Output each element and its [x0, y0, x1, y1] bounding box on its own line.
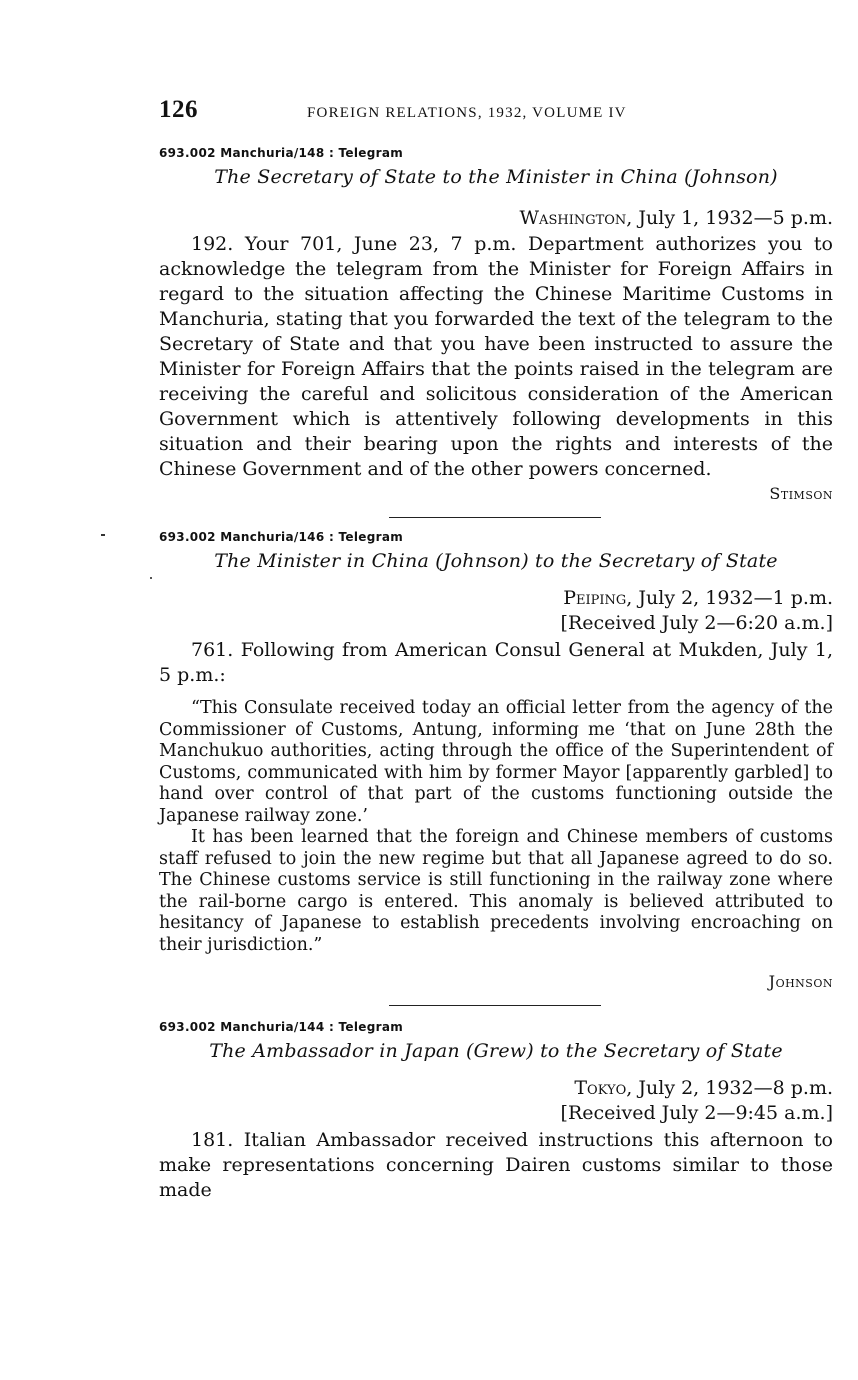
telegram-body: 192. Your 701, June 23, 7 p.m. Department authorizes you to acknowledge the telegram from the Minister for Foreign Affairs in regard to the situation affecting the Chinese Maritime Customs in Manchuria, stating that you forwarded the text of the telegram to the Secretary of State and that you have been instructed to assure the Minister for Foreign Affairs that the points raised in the telegram are receiving the careful and solicitous consideration of the American Government which is attentively following developments in this situation and their bearing upon the rights and interests of the Chinese Government and of the other powers concerned. — [159, 233, 833, 480]
dateline-place: Tokyo, — [574, 1077, 633, 1099]
received-line: [Received July 2—9:45 a.m.] — [560, 1102, 833, 1124]
telegram-body: 761. Following from American Consul General at Mukden, July 1, 5 p.m.: — [159, 639, 833, 686]
document-telegram-144 — [159, 1020, 833, 1203]
document-page — [159, 96, 833, 1203]
stray-mark — [150, 577, 152, 579]
quoted-paragraph: It has been learned that the foreign and Chinese members of customs staff refused to join the new regime but that all Japanese agreed to do so. The Chinese customs service is still functioning in the railway zone where the rail-borne cargo is entered. This anomaly is believed attributed to hesitancy of Japanese to establish precedents involving encroaching on their jurisdiction.” — [159, 827, 833, 955]
document-telegram-148 — [159, 146, 833, 503]
document-title: The Ambassador in Japan (Grew) to the Secretary of State — [209, 1040, 783, 1062]
page-header — [159, 96, 833, 132]
quoted-paragraph: “This Consulate received today an official letter from the agency of the Commissioner of Customs, Antung, informing me ‘that on June 28th the Manchukuo authorities, acting through the office of the Superintendent of Customs, communicated with him by former Mayor [apparently garbled] to hand over control of that part of the customs functioning outside the Japanese railway zone.’ — [159, 698, 833, 826]
file-reference: 693.002 Manchuria/144 : Telegram — [159, 1020, 404, 1034]
section-divider — [389, 1005, 601, 1006]
section-divider — [389, 517, 601, 518]
signature: Stimson — [769, 484, 833, 503]
document-telegram-146 — [159, 530, 833, 991]
dateline-place: Washington, — [519, 207, 633, 229]
page-number: 126 — [159, 96, 198, 123]
document-title: The Minister in China (Johnson) to the Secretary of State — [214, 550, 778, 572]
dateline-date: July 2, 1932—1 p.m. — [632, 587, 833, 609]
dateline — [159, 1076, 833, 1101]
dateline — [159, 586, 833, 611]
file-reference: 693.002 Manchuria/146 : Telegram — [159, 530, 404, 544]
document-title: The Secretary of State to the Minister in China (Johnson) — [214, 166, 778, 188]
stray-mark — [101, 534, 105, 536]
dateline-date: July 2, 1932—8 p.m. — [632, 1077, 833, 1099]
dateline-place: Peiping, — [563, 587, 633, 609]
signature: Johnson — [768, 972, 833, 991]
dateline — [159, 206, 833, 231]
telegram-body: 181. Italian Ambassador received instructions this afternoon to make representations concerning Dairen customs similar to those made — [159, 1129, 833, 1201]
received-line: [Received July 2—6:20 a.m.] — [560, 612, 833, 634]
file-reference: 693.002 Manchuria/148 : Telegram — [159, 146, 404, 160]
dateline-date: July 1, 1932—5 p.m. — [632, 207, 833, 229]
running-head: FOREIGN RELATIONS, 1932, VOLUME IV — [307, 105, 627, 121]
